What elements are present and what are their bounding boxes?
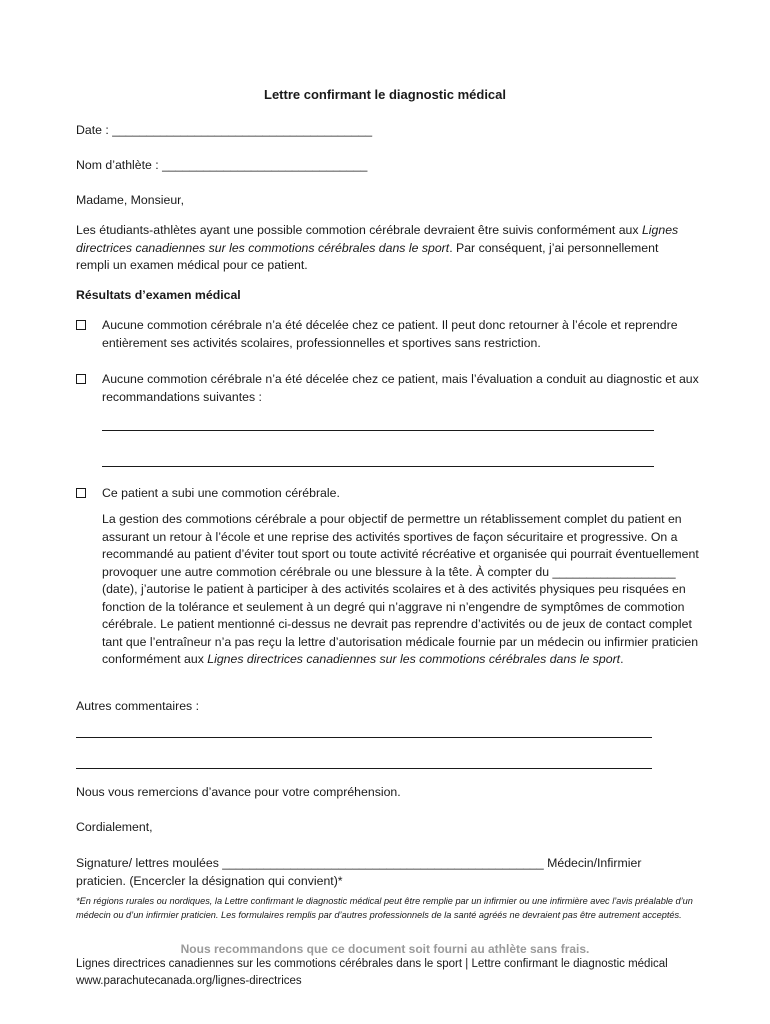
intro-text-1: Les étudiants-athlètes ayant une possible commotion cérébrale devraient être suivis conformément aux — [76, 223, 642, 237]
diagnosis-line-1[interactable] — [102, 430, 654, 431]
checkbox-concussion[interactable] — [76, 488, 86, 498]
athlete-name-field[interactable]: Nom d’athlète : ______________________________ — [76, 158, 368, 172]
concussion-body: La gestion des commotions cérébrale a pour objectif de permettre un rétablissement complet du patient en assurant un retour à l’école et une reprise des activités sportives de façon sécuritaire et progressive. On a recommandé au patient d’éviter tout sport ou toute activité récréative et organisée qui pourrait éventuellement provoquer une autre commotion cérébrale ou une blessure à la tête. À compter du __________________ (date), j’autorise le patient à participer à des activités scolaires et à des activités physiques peu risquées en fonction de la tolérance et seulement à un degré qui n’aggrave ni n’engendre de symptômes de commotion cérébrale. Le patient mentionné ci-dessus ne devrait pas reprendre d’activités ou de jeux de contact complet tant que l’entraîneur n’a pas reçu la lettre d’autorisation médicale fournie par un médecin ou infirmier praticien conformément aux — [102, 512, 699, 666]
diagnosis-line-2[interactable] — [102, 466, 654, 467]
results-heading: Résultats d’examen médical — [76, 288, 241, 302]
date-field[interactable]: Date : ______________________________________ — [76, 123, 373, 137]
comments-line-2[interactable] — [76, 768, 652, 769]
thanks-text: Nous vous remercions d’avance pour votre compréhension. — [76, 785, 401, 799]
comments-line-1[interactable] — [76, 737, 652, 738]
concussion-end: . — [620, 652, 624, 666]
option-no-concussion-text: Aucune commotion cérébrale n’a été décelée chez ce patient. Il peut donc retourner à l’école et reprendre entièrement ses activités scolaires, professionnelles et sportives sans restriction. — [102, 318, 678, 350]
option-concussion — [76, 485, 706, 503]
footer-title: Lignes directrices canadiennes sur les commotions cérébrales dans le sport | Lettre confirmant le diagnostic médical — [76, 958, 668, 970]
free-of-charge-notice: Nous recommandons que ce document soit fourni au athlète sans frais. — [180, 942, 590, 956]
page-title: Lettre confirmant le diagnostic médical — [264, 87, 506, 102]
intro-text-2: . Par conséquent, j’ai personnellement rempli un examen médical pour ce patient. — [76, 240, 659, 272]
concussion-management-paragraph — [102, 511, 702, 669]
intro-paragraph — [76, 222, 686, 275]
other-comments-label: Autres commentaires : — [76, 699, 200, 713]
checkbox-no-concussion[interactable] — [76, 320, 86, 330]
closing-text: Cordialement, — [76, 820, 153, 834]
page-footer — [76, 956, 716, 989]
option-other-diagnosis-text: Aucune commotion cérébrale n’a été décelée chez ce patient, mais l’évaluation a conduit au diagnostic et aux recommandations suivantes : — [102, 372, 699, 404]
option-no-concussion — [76, 317, 706, 352]
signature-field[interactable]: Signature/ lettres moulées _______________________________________________ Médecin/Infirmier praticien. (Encercler la désignation qui convient)* — [76, 856, 642, 888]
intro-guidelines: Lignes directrices canadiennes sur les commotions cérébrales dans le sport — [76, 223, 679, 255]
footer-url[interactable]: www.parachutecanada.org/lignes-directrices — [76, 974, 302, 987]
concussion-guidelines: Lignes directrices canadiennes sur les commotions cérébrales dans le sport — [207, 652, 621, 666]
option-concussion-text: Ce patient a subi une commotion cérébrale. — [102, 486, 340, 500]
option-other-diagnosis — [76, 371, 706, 406]
salutation: Madame, Monsieur, — [76, 193, 184, 207]
checkbox-other-diagnosis[interactable] — [76, 374, 86, 384]
footnote: *En régions rurales ou nordiques, la Lettre confirmant le diagnostic médical peut être remplie par un infirmier ou une infirmière avec l’avis préalable d’un médecin ou d’un infirmier praticien. Les formulaires remplis par d’autres professionnels de la santé agréés ne devraient pas être autrement acceptés. — [76, 896, 693, 920]
